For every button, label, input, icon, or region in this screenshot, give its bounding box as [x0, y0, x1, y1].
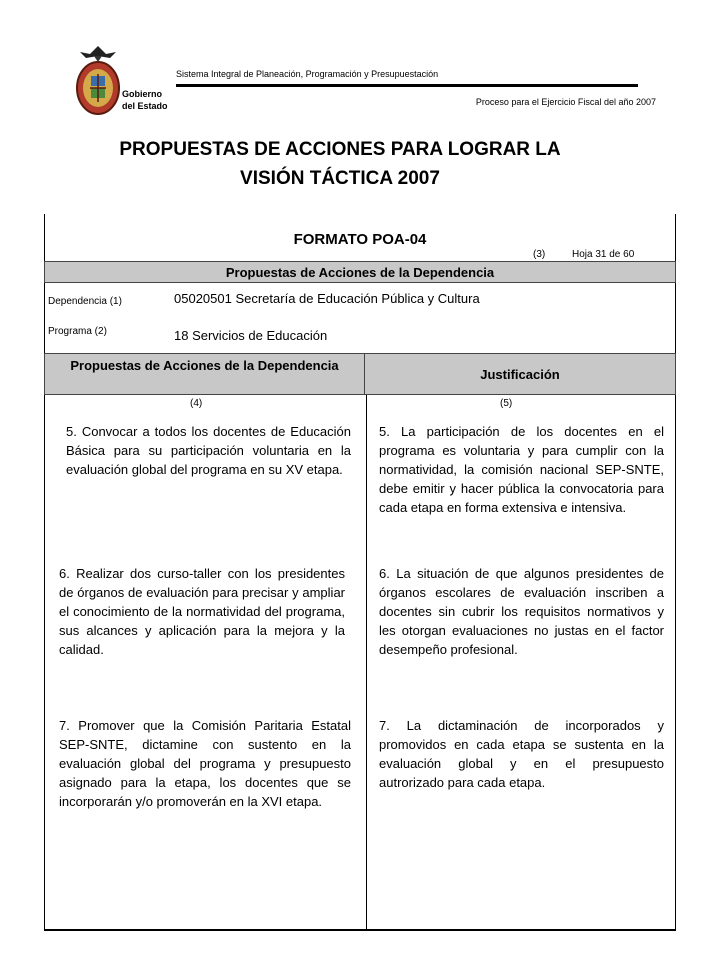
column-header-justification: [364, 353, 676, 395]
justification-item-7: 7. La dictaminación de incorporados y promovidos en cada etapa se sustenta en la evaluación global y en el presupuesto autrorizado para cada etapa.: [379, 718, 664, 790]
government-label: [122, 88, 168, 112]
fiscal-process: Proceso para el Ejercicio Fiscal del año 2007: [475, 97, 656, 107]
sheet-ref: (3): [533, 249, 546, 260]
title-line2: VISIÓN TÁCTICA 2007: [240, 168, 440, 189]
column-number-justification: (5): [500, 398, 513, 409]
header-rule: [176, 84, 638, 87]
page-title: [40, 135, 640, 193]
sheet-number: Hoja 31 de 60: [572, 249, 635, 260]
justification-item-5: 5. La participación de los docentes en el programa es voluntaria y para cumplir con la normatividad, la comisión nacional SEP-SNTE, debe emitir y hacer pública la convocatoria para cada etapa en forma extensiva e intensiva.: [379, 424, 664, 515]
column-number-actions: (4): [190, 398, 203, 409]
action-item-7: 7. Promover que la Comisión Paritaria Estatal SEP-SNTE, dictamine con sustento en la evaluación global del programa y presupuesto asignado para la etapa, los docentes que se incorporarán y/o promoverán en la XVI etapa.: [59, 718, 351, 809]
column-header-actions: [44, 353, 365, 395]
frame-right-border: [675, 214, 676, 930]
dependencia-value: 05020501 Secretaría de Educación Pública y Cultura: [174, 291, 480, 306]
system-name: Sistema Integral de Planeación, Programación y Presupuestación: [176, 69, 439, 79]
column-title-actions: Propuestas de Acciones de la Dependencia: [70, 358, 339, 373]
column-divider: [366, 395, 367, 930]
gov-line2: del Estado: [122, 101, 168, 111]
section-title: Propuestas de Acciones de la Dependencia: [225, 265, 495, 280]
frame-left-border: [44, 214, 45, 930]
dependencia-label: Dependencia (1): [48, 296, 122, 307]
column-title-justification: Justificación: [480, 367, 560, 382]
justification-item-6: 6. La situación de que algunos presidentes de órganos escolares de evaluación inscriben a docentes sin cubrir los requisitos normativos y les otorgan evaluaciones no justas en el factor desempeño profesional.: [379, 566, 664, 657]
coat-of-arms-icon: [72, 44, 124, 120]
title-line1: PROPUESTAS DE ACCIONES PARA LOGRAR LA: [119, 139, 561, 160]
programa-value: 18 Servicios de Educación: [174, 328, 328, 343]
section-header: [44, 261, 676, 283]
form-name: FORMATO POA-04: [293, 231, 427, 248]
action-item-6: 6. Realizar dos curso-taller con los presidentes de órganos de evaluación para precisar y ampliar el conocimiento de la normatividad del programa, sus alcances y aplicación para la mejora y la calidad.: [59, 566, 345, 657]
frame-bottom-border: [44, 929, 676, 931]
programa-label: Programa (2): [48, 326, 107, 337]
gov-line1: Gobierno: [122, 89, 162, 99]
action-item-5: 5. Convocar a todos los docentes de Educación Básica para su participación voluntaria en la evaluación global del programa en su XV etapa.: [66, 424, 351, 477]
